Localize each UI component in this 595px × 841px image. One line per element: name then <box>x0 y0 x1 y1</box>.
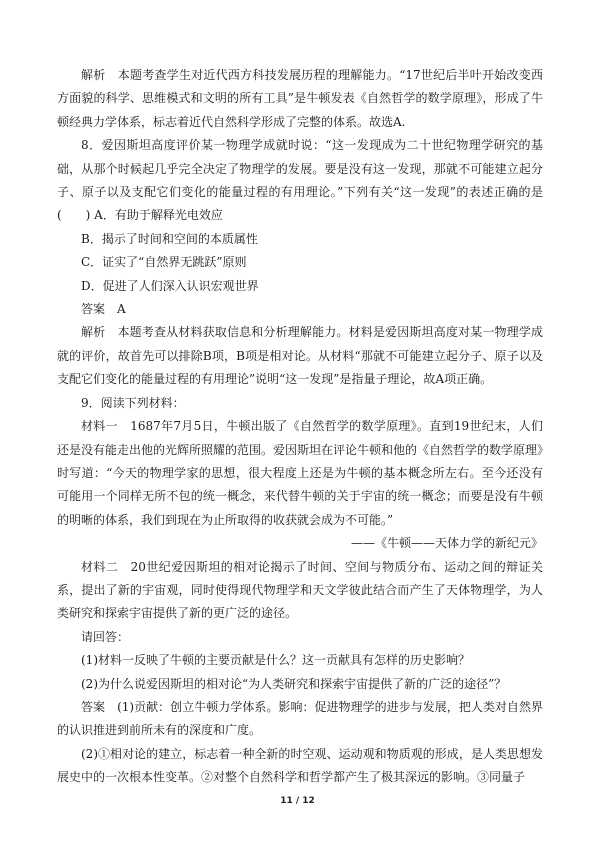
sub-question-2: (2)为什么说爱因斯坦的相对论“为人类研究和探索宇宙提供了新的广泛的途径”？ <box>81 676 507 691</box>
material-1-source: ——《牛顿——天体力学的新纪元》 <box>350 536 543 551</box>
prompt-please-answer: 请回答： <box>81 629 130 644</box>
analysis-q7: 解析 本题考查学生对近代西方科技发展历程的理解能力。“17世纪后半叶开始改变西方面貌的科学、思维模式和文明的所有工具”是牛顿发表《自然哲学的数学原理》，形成了牛顿经典力学体系，标志着近代自然科学形成了完整的体系。故选A. <box>57 68 543 129</box>
page-number: 11 / 12 <box>280 796 315 806</box>
question-9: 9．阅读下列材料： <box>81 395 185 410</box>
document-body <box>57 64 543 790</box>
option-b: B．揭示了时间和空间的本质属性 <box>81 231 258 246</box>
question-8: 8．爱因斯坦高度评价某一物理学成就时说：“这一发现成为二十世纪物理学研究的基础，从那个时候起几乎完全决定了物理学的发展。要是没有这一发现，那就不可能建立起分子、原子以及支配它们变化的能量过程的有用理论。”下列有关“这一发现”的表述正确的是( ) A．有助于解释光电效应 <box>57 138 543 223</box>
answer-q8: 答案 A <box>81 302 126 317</box>
material-1: 材料一 1687年7月5日，牛顿出版了《自然哲学的数学原理》。直到19世纪末，人们还是没有能走出他的光辉所照耀的范围。爱因斯坦在评论牛顿和他的《自然哲学的数学原理》时写道：“今天的物理学家的思想，很大程度上还是为牛顿的基本概念所左右。至今还没有可能用一个同样无所不包的统一概念，来代替牛顿的关于宇宙的统一概念；而要是没有牛顿的明晰的体系，我们到现在为止所取得的收获就会成为不可能。” <box>57 419 544 527</box>
material-2: 材料二 20世纪爱因斯坦的相对论揭示了时间、空间与物质分布、运动之间的辩证关系，提出了新的宇宙观，同时使得现代物理学和天文学彼此结合而产生了天体物理学，为人类研究和探索宇宙提供了新的更广泛的途径。 <box>57 559 543 621</box>
answer-q9-part1: 答案 (1)贡献：创立牛顿力学体系。影响：促进物理学的进步与发展，把人类对自然界的认识推进到前所未有的深度和广度。 <box>57 699 543 738</box>
sub-question-1: (1)材料一反映了牛顿的主要贡献是什么？这一贡献具有怎样的历史影响？ <box>81 653 471 668</box>
option-d: D．促进了人们深入认识宏观世界 <box>81 278 259 293</box>
answer-q9-part2: (2)①相对论的建立，标志着一种全新的时空观、运动观和物质观的形成，是人类思想发展史中的一次根本性变革。②对整个自然科学和哲学都产生了极其深远的影响。③同量子 <box>57 746 543 785</box>
analysis-q8: 解析 本题考查从材料获取信息和分析理解能力。材料是爱因斯坦高度对某一物理学成就的评价，故首先可以排除B项，B项是相对论。从材料“那就不可能建立起分子、原子以及支配它们变化的能量过程的有用理论”说明“这一发现”是指量子理论，故A项正确。 <box>57 325 543 387</box>
option-c: C．证实了“自然界无跳跃”原则 <box>81 255 247 270</box>
